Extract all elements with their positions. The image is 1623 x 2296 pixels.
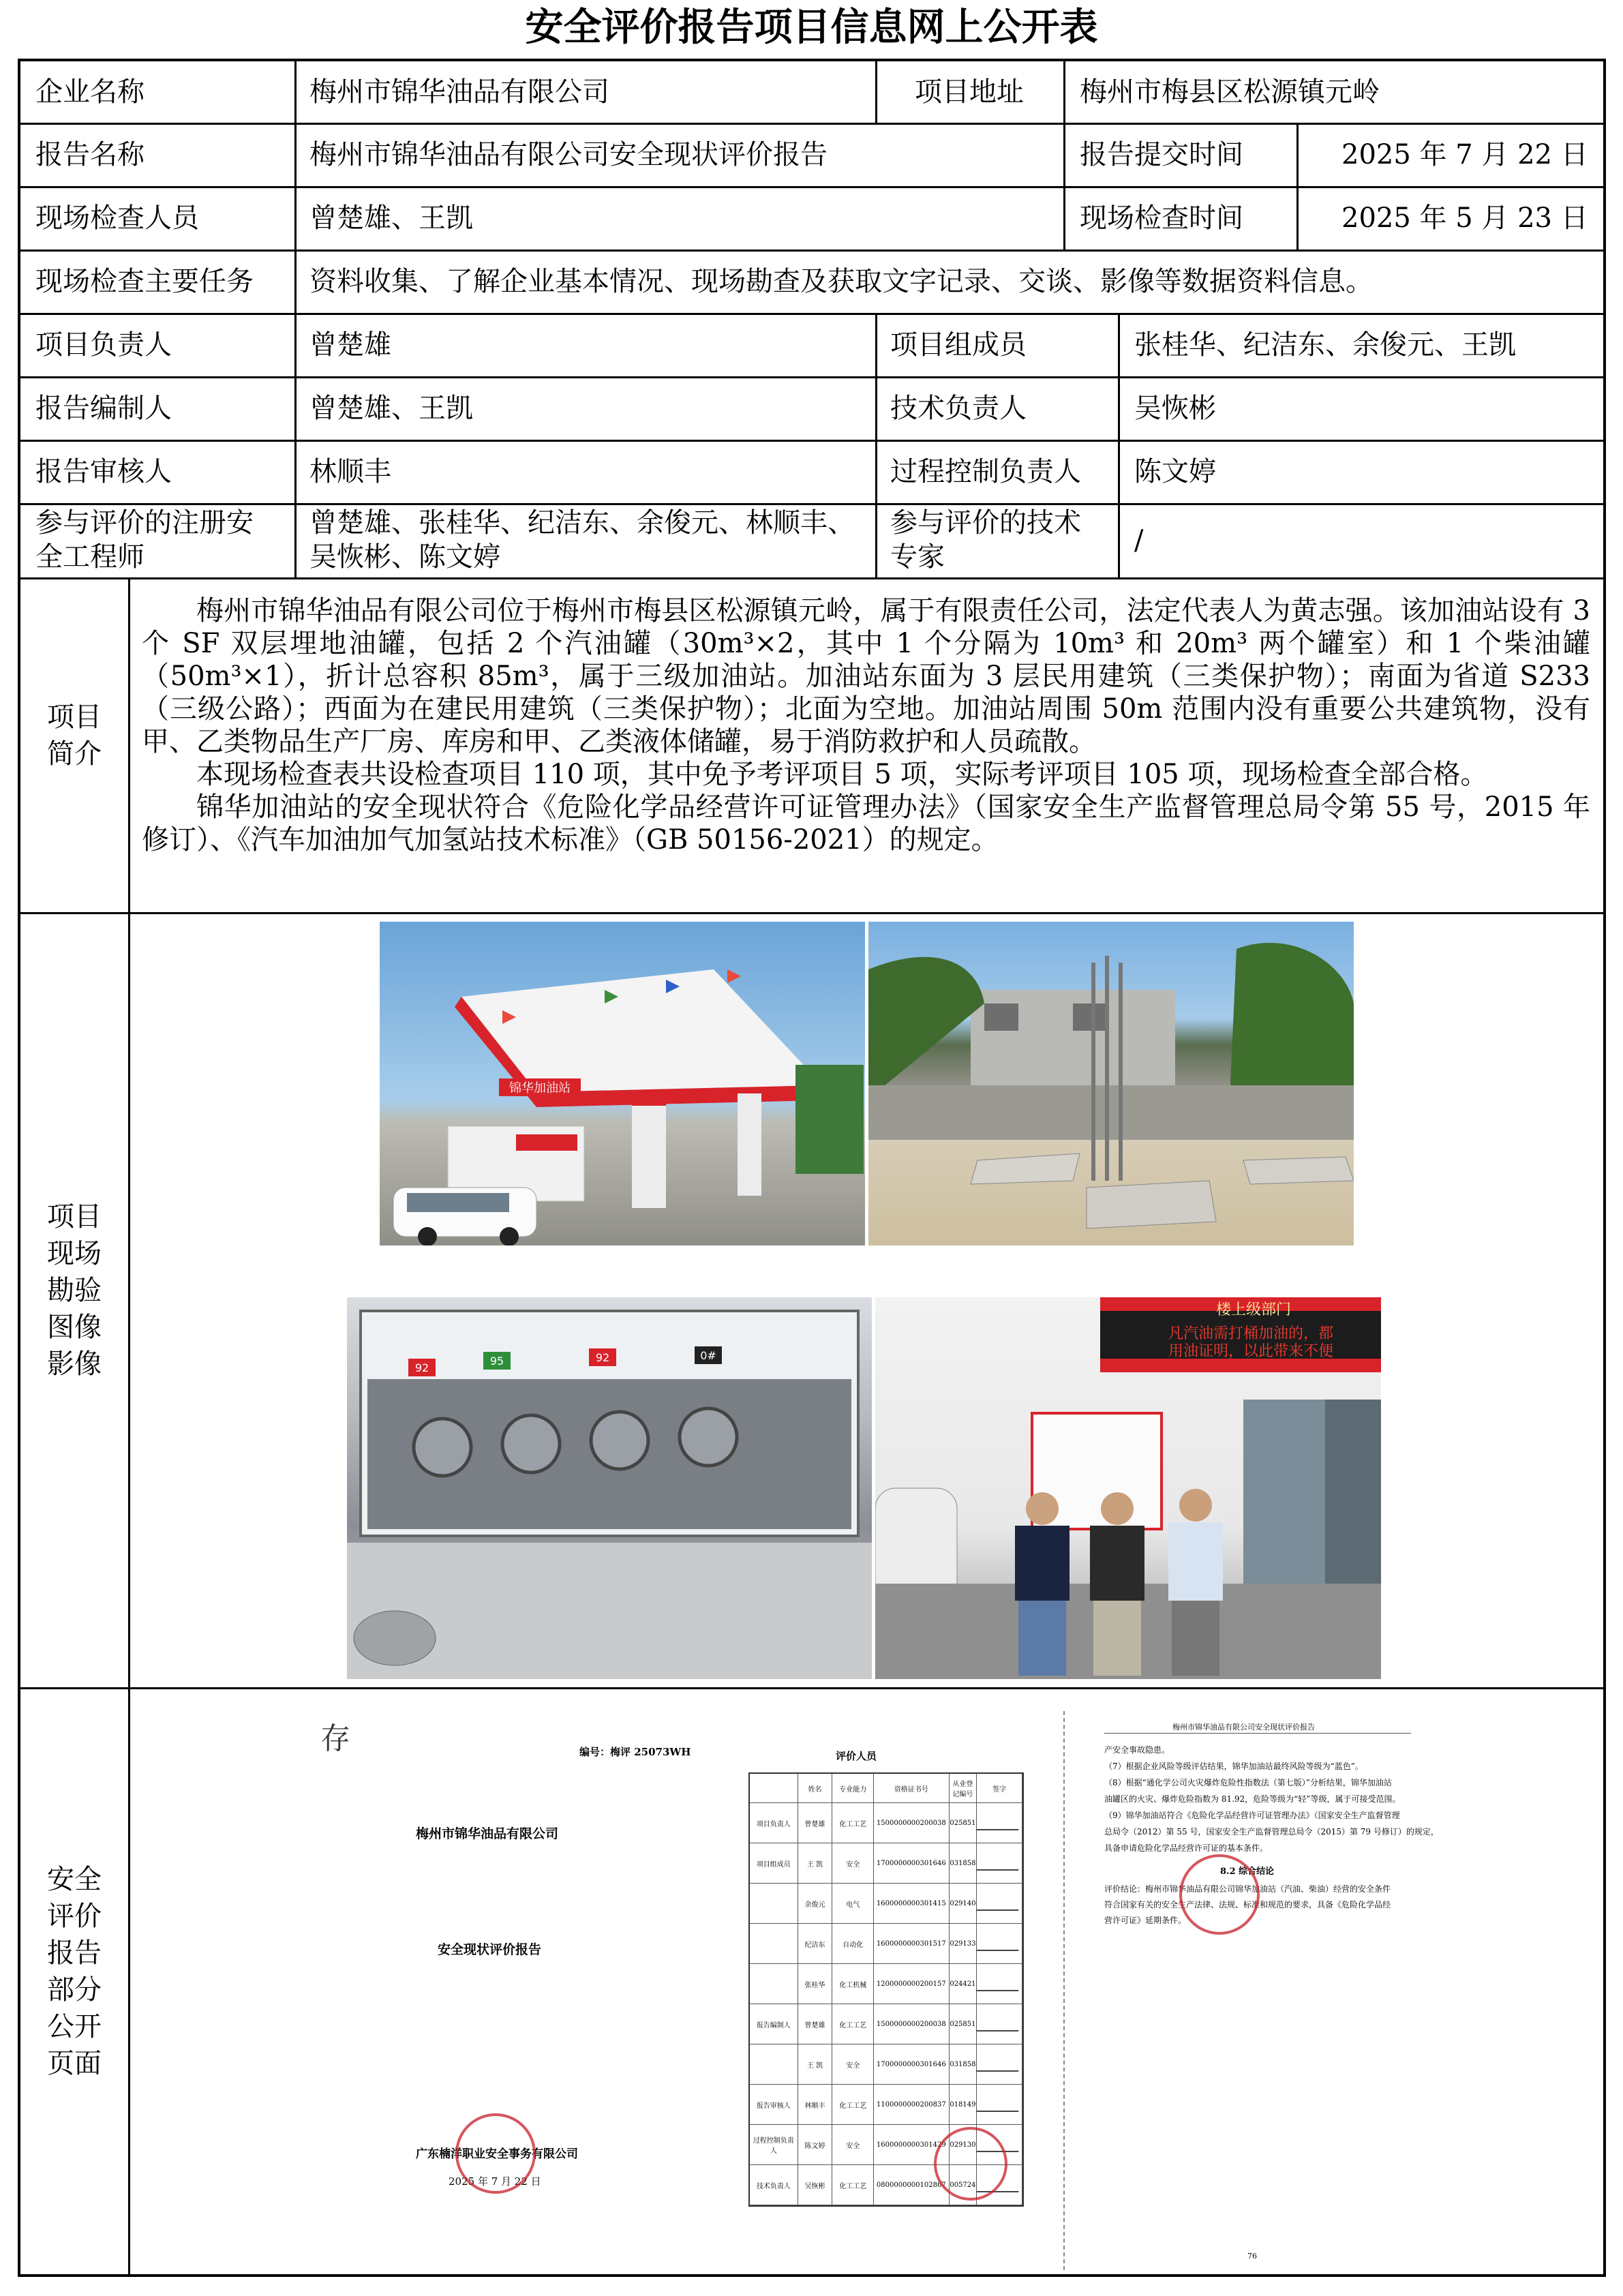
staff-cell: 曾楚雄 bbox=[798, 2004, 833, 2044]
staff-cell bbox=[977, 2085, 1022, 2124]
dispenser-label-1: 92 bbox=[414, 1361, 429, 1374]
staff-header-cell: 资格证书号 bbox=[874, 1774, 949, 1802]
staff-cell: 陈文婷 bbox=[798, 2125, 833, 2164]
staff-cell bbox=[977, 1884, 1022, 1923]
staff-cell: 化工工艺 bbox=[832, 2165, 874, 2205]
staff-cell: 1600000000301517 bbox=[874, 1924, 949, 1963]
staff-cell: 1200000000200157 bbox=[874, 1964, 949, 2004]
staff-cell: 技术负责人 bbox=[750, 2165, 798, 2205]
intro-paragraph-3: 锦华加油站的安全现状符合《危险化学品经营许可证管理办法》（国家安全生产监督管理总局令第 55 号，2015 年修订）、《汽车加油加气加氢站技术标准》（GB 50156-2021）的规定。 bbox=[142, 791, 1590, 856]
task-value: 资料收集、了解企业基本情况、现场勘查及获取文字记录、交谈、影像等数据资料信息。 bbox=[309, 266, 1373, 297]
page-number: 76 bbox=[1247, 2252, 1257, 2261]
staff-header-cell bbox=[750, 1774, 798, 1802]
staff-cell: 031858 bbox=[950, 1843, 977, 1883]
signature-scribble-icon bbox=[977, 1896, 1022, 1911]
staff-cell: 025851 bbox=[950, 2004, 977, 2044]
inspect-time-value: 2025 年 5 月 23 日 bbox=[1341, 202, 1588, 234]
staff-cell: 1700000000301646 bbox=[874, 1843, 949, 1883]
staff-header-cell: 姓名 bbox=[798, 1774, 833, 1802]
staff-cell: 1500000000200038 bbox=[874, 1803, 949, 1843]
signature-scribble-icon bbox=[977, 2097, 1022, 2112]
cover-report-title: 安全现状评价报告 bbox=[438, 1942, 542, 1957]
staff-table-row bbox=[750, 1964, 1022, 2004]
staff-table-row bbox=[750, 2085, 1022, 2125]
submit-time-value: 2025 年 7 月 22 日 bbox=[1341, 139, 1588, 170]
report-name-label: 报告名称 bbox=[35, 139, 145, 170]
writer-value: 曾楚雄、王凯 bbox=[309, 393, 473, 424]
cover-code: 编号：梅评 25073WH bbox=[579, 1746, 691, 1758]
staff-cell: 王 凯 bbox=[798, 1843, 833, 1883]
staff-heading: 评价人员 bbox=[836, 1750, 877, 1762]
staff-cell: 005724 bbox=[950, 2165, 977, 2205]
conclusion-line-1: 产安全事故隐患。 bbox=[1104, 1745, 1170, 1755]
staff-cell: 化工工艺 bbox=[832, 2004, 874, 2044]
experts-value: / bbox=[1134, 525, 1144, 556]
staff-table-row bbox=[750, 1843, 1022, 1884]
dispenser-label-3: 92 bbox=[595, 1351, 610, 1364]
led-sign-line1: 凡汽油需打桶加油的，都 bbox=[1168, 1325, 1334, 1342]
intro-paragraph-2: 本现场检查表共设检查项目 110 项，其中免予考评项目 5 项，实际考评项目 105 项，现场检查全部合格。 bbox=[196, 759, 1488, 790]
address-label: 项目地址 bbox=[915, 76, 1024, 108]
conclusion-subtitle: 8.2 综合结论 bbox=[1220, 1867, 1275, 1877]
staff-cell bbox=[977, 1964, 1022, 2004]
intro-paragraph-1: 梅州市锦华油品有限公司位于梅州市梅县区松源镇元岭，属于有限责任公司，法定代表人为黄志强。该加油站设有 3 个 SF 双层埋地油罐，包括 2 个汽油罐（30m³×2，其中 1 个分隔为 10m³ 和 20m³ 两个罐室）和 1 个柴油罐（50m³×1），折计总容积 85m³，属于三级加油站。加油站东面为 3 层民用建筑（三类保护物）；南面为省道 S233（三级公路）；西面为在建民用建筑（三类保护物）；北面为空地。加油站周围 50m 范围内没有重要公共建筑物，没有甲、乙类物品生产厂房、库房和甲、乙类液体储罐，易于消防救护和人员疏散。 bbox=[142, 595, 1590, 757]
process-lead-label: 过程控制负责人 bbox=[890, 456, 1081, 487]
engineers-value-line1: 曾楚雄、张桂华、纪洁东、余俊元、林顺丰、 bbox=[309, 507, 855, 539]
inspectors-label: 现场检查人员 bbox=[35, 202, 199, 234]
tech-lead-label: 技术负责人 bbox=[890, 393, 1027, 424]
staff-cell bbox=[977, 1803, 1022, 1843]
staff-cell: 余俊元 bbox=[798, 1884, 833, 1923]
filling-well-photo bbox=[347, 1297, 872, 1679]
staff-cell: 电气 bbox=[832, 1884, 874, 1923]
staff-cell: 025851 bbox=[950, 1803, 977, 1843]
engineers-label-line2: 全工程师 bbox=[35, 541, 145, 573]
staff-cell: 1700000000301646 bbox=[874, 2044, 949, 2084]
engineers-label-line1: 参与评价的注册安 bbox=[35, 507, 254, 539]
conclusion-line-3: （8）根据“通化学公司火灾爆炸危险性指数法（第七版）”分析结果，锦华加油站 bbox=[1104, 1778, 1392, 1787]
staff-table-row bbox=[750, 1884, 1022, 1924]
staff-cell bbox=[977, 1924, 1022, 1963]
staff-cell bbox=[750, 1924, 798, 1963]
staff-cell bbox=[750, 2044, 798, 2084]
inspection-staff-photo bbox=[875, 1297, 1381, 1679]
reviewer-value: 林顺丰 bbox=[309, 456, 391, 487]
staff-table-row bbox=[750, 1803, 1022, 1843]
staff-cell: 024421 bbox=[950, 1964, 977, 2004]
page-title: 安全评价报告项目信息网上公开表 bbox=[525, 5, 1098, 50]
staff-table-row bbox=[750, 1924, 1022, 1964]
company-label: 企业名称 bbox=[35, 76, 145, 108]
inspect-time-label: 现场检查时间 bbox=[1080, 202, 1243, 234]
staff-header-cell: 签字 bbox=[977, 1774, 1022, 1802]
staff-cell: 化工工艺 bbox=[832, 1803, 874, 1843]
staff-table-header bbox=[750, 1774, 1022, 1803]
staff-cell: 报告审核人 bbox=[750, 2085, 798, 2124]
led-sign-line2: 用油证明，以此带来不便 bbox=[1168, 1343, 1334, 1360]
led-sign-top: 楼上级部门 bbox=[1216, 1301, 1292, 1318]
staff-cell: 项目组成员 bbox=[750, 1843, 798, 1883]
submit-time-label: 报告提交时间 bbox=[1080, 139, 1243, 170]
tech-lead-value: 吴恢彬 bbox=[1134, 393, 1216, 424]
gas-station-canopy-photo bbox=[380, 922, 865, 1245]
staff-cell bbox=[750, 1884, 798, 1923]
signature-scribble-icon bbox=[977, 1936, 1022, 1951]
staff-cell: 纪洁东 bbox=[798, 1924, 833, 1963]
cover-company: 梅州市锦华油品有限公司 bbox=[416, 1826, 559, 1841]
staff-cell: 自动化 bbox=[832, 1924, 874, 1963]
staff-table-row bbox=[750, 2044, 1022, 2085]
members-value: 张桂华、纪洁东、余俊元、王凯 bbox=[1134, 329, 1516, 361]
staff-cell: 吴恢彬 bbox=[798, 2165, 833, 2205]
leader-value: 曾楚雄 bbox=[309, 329, 391, 361]
staff-cell: 张桂华 bbox=[798, 1964, 833, 2004]
staff-cell: 031858 bbox=[950, 2044, 977, 2084]
info-table bbox=[18, 59, 1606, 2277]
staff-cell: 安全 bbox=[832, 1843, 874, 1883]
staff-cell: 029140 bbox=[950, 1884, 977, 1923]
report-conclusion-page bbox=[1063, 1711, 1439, 2270]
intro-text bbox=[142, 594, 1590, 856]
cover-date: 2025 年 7 月 22 日 bbox=[449, 2175, 541, 2188]
leader-label: 项目负责人 bbox=[35, 329, 172, 361]
conclusion-text: 评价结论：梅州市锦华油品有限公司锦华加油站（汽油、柴油）经营的安全条件符合国家有关的安全生产法律、法规、标准和规范的要求，具备《危险化学品经营许可证》延期条件。 bbox=[1104, 1884, 1391, 1925]
staff-cell: 029133 bbox=[950, 1924, 977, 1963]
staff-cell: 018149 bbox=[950, 2085, 977, 2124]
staff-cell: 1600000000301415 bbox=[874, 1884, 949, 1923]
photos-label: 项目 现场 勘验 图像 影像 bbox=[47, 1201, 102, 1380]
dispenser-label-4: 0# bbox=[700, 1349, 716, 1362]
address-value: 梅州市梅县区松源镇元岭 bbox=[1080, 76, 1380, 108]
reviewer-label: 报告审核人 bbox=[35, 456, 172, 487]
experts-label-line1: 参与评价的技术 bbox=[890, 507, 1081, 539]
staff-cell: 化工工艺 bbox=[832, 2085, 874, 2124]
signature-scribble-icon bbox=[977, 1976, 1022, 1991]
staff-cell bbox=[977, 2004, 1022, 2044]
staff-cell: 0800000000102867 bbox=[874, 2165, 949, 2205]
staff-cell: 1500000000200038 bbox=[874, 2004, 949, 2044]
staff-header-cell: 从业登记编号 bbox=[950, 1774, 977, 1802]
staff-cell: 1100000000200837 bbox=[874, 2085, 949, 2124]
company-seal-icon bbox=[455, 2113, 536, 2194]
staff-cell bbox=[977, 2044, 1022, 2084]
signature-scribble-icon bbox=[977, 1815, 1022, 1830]
report-pages-label: 安全 评价 报告 部分 公开 页面 bbox=[47, 1864, 102, 2079]
staff-cell: 029130 bbox=[950, 2125, 977, 2164]
staff-cell: 安全 bbox=[832, 2044, 874, 2084]
conclusion-line-4: 油罐区的火灾、爆炸危险指数为 81.92，危险等级为“轻”等级，属于可接受范围。 bbox=[1104, 1794, 1401, 1804]
dispenser-label-2: 95 bbox=[489, 1355, 504, 1368]
experts-label-line2: 专家 bbox=[890, 541, 945, 573]
staff-cell: 曾楚雄 bbox=[798, 1803, 833, 1843]
staff-cell: 过程控制负责人 bbox=[750, 2125, 798, 2164]
staff-header-cell: 专业能力 bbox=[832, 1774, 874, 1802]
conclusion-seal-icon bbox=[1179, 1854, 1260, 1935]
conclusion-line-2: （7）根据企业风险等级评估结果，锦华加油站最终风险等级为“蓝色”。 bbox=[1104, 1762, 1363, 1771]
tank-area-photo bbox=[868, 922, 1354, 1245]
process-lead-value: 陈文婷 bbox=[1134, 456, 1216, 487]
staff-cell: 报告编制人 bbox=[750, 2004, 798, 2044]
staff-table-row bbox=[750, 2004, 1022, 2044]
signature-scribble-icon bbox=[977, 1856, 1022, 1871]
staff-cell: 项目负责人 bbox=[750, 1803, 798, 1843]
task-label: 现场检查主要任务 bbox=[35, 266, 254, 297]
signature-scribble-icon bbox=[977, 2016, 1022, 2031]
signature-scribble-icon bbox=[977, 2057, 1022, 2072]
staff-cell bbox=[750, 1964, 798, 2004]
staff-cell: 王 凯 bbox=[798, 2044, 833, 2084]
staff-cell: 1600000000301429 bbox=[874, 2125, 949, 2164]
conclusion-line-6: 总局令（2012）第 55 号，国家安全生产监督管理总局令（2015）第 79 号修订）的规定， bbox=[1104, 1827, 1439, 1837]
staff-seal-icon bbox=[934, 2127, 1007, 2201]
report-name-value: 梅州市锦华油品有限公司安全现状评价报告 bbox=[309, 139, 828, 170]
staff-cell bbox=[977, 1843, 1022, 1883]
conclusion-header: 梅州市锦华油品有限公司安全现状评价报告 bbox=[1172, 1723, 1315, 1732]
staff-cell: 化工机械 bbox=[832, 1964, 874, 2004]
cover-issuer: 广东楠洋职业安全事务有限公司 bbox=[416, 2147, 578, 2161]
engineers-value-line2: 吴恢彬、陈文婷 bbox=[309, 541, 500, 573]
canopy-sign-text: 锦华加油站 bbox=[509, 1081, 571, 1096]
company-value: 梅州市锦华油品有限公司 bbox=[309, 76, 609, 108]
members-label: 项目组成员 bbox=[890, 329, 1027, 361]
writer-label: 报告编制人 bbox=[35, 393, 172, 424]
inspectors-value: 曾楚雄、王凯 bbox=[309, 202, 473, 234]
conclusion-line-5: （9）锦华加油站符合《危险化学品经营许可证管理办法》（国家安全生产监督管理 bbox=[1104, 1811, 1400, 1820]
staff-cell: 安全 bbox=[832, 2125, 874, 2164]
handwritten-mark: 存 bbox=[320, 1722, 350, 1755]
report-staff-page bbox=[702, 1711, 1022, 2270]
conclusion-line-7: 具备申请危险化学品经营许可证的基本条件。 bbox=[1104, 1843, 1269, 1853]
intro-label: 项目 简介 bbox=[47, 701, 102, 770]
report-cover-page bbox=[293, 1711, 691, 2263]
staff-cell: 林顺丰 bbox=[798, 2085, 833, 2124]
